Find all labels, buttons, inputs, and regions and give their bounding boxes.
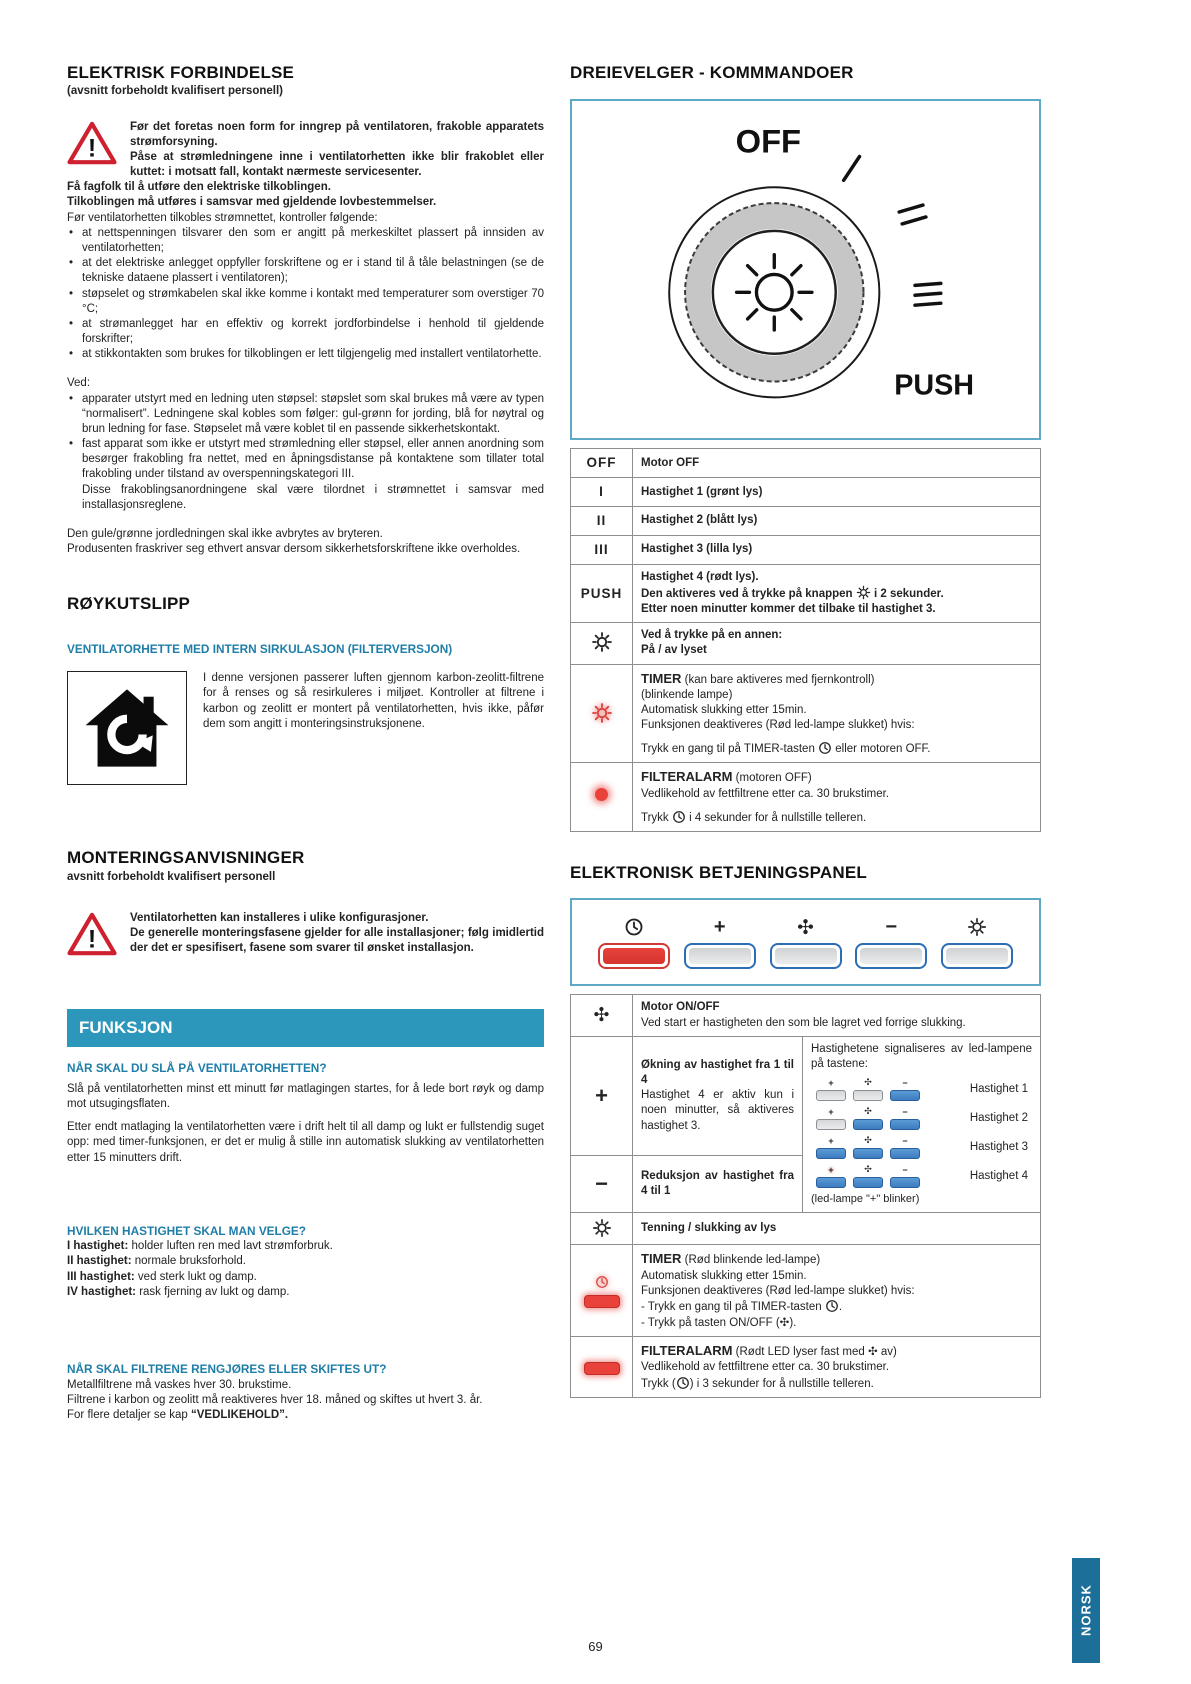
led-button [890, 1177, 920, 1188]
blinking-timer-icon [595, 1275, 609, 1289]
fan-icon: ✣ [864, 1078, 872, 1089]
minus-icon: − [595, 1171, 608, 1197]
electrical-intro: Før ventilatorhetten tilkobles strømnettet, kontroller følgende: [67, 211, 378, 224]
plus-icon: + [828, 1107, 834, 1118]
led-button [853, 1090, 883, 1101]
svg-text:!: ! [87, 925, 97, 954]
page-number: 69 [588, 1639, 603, 1654]
warning-paragraph: Før det foretas noen form for inngrep på ventilatoren, frakoble apparatets strømforsyning. [130, 120, 544, 148]
fan-icon: ✣ [864, 1107, 872, 1118]
knob-push-label: PUSH [894, 369, 975, 402]
table-row: ✣ Motor ON/OFF Ved start er hastigheten den som ble lagret ved forrige slukking. [571, 995, 1041, 1036]
electrical-title: ELEKTRISK FORBINDELSE [67, 63, 295, 82]
warning-paragraph: Påse at strømledningene inne i ventilatorhetten ikke blir frakoblet eller kuttet: i motsatt fall, kontakt nærmeste servicesenter. [130, 150, 544, 179]
speed-item: III hastighet: ved sterk lukt og damp. [67, 1270, 257, 1283]
mounting-title: MONTERINGSANVISNINGER [67, 848, 305, 868]
led-button [816, 1177, 846, 1188]
timer-icon [624, 916, 644, 938]
warning-triangle-icon [67, 120, 117, 166]
fan-icon: ✣ [797, 914, 814, 939]
fan-icon: ✣ [593, 1003, 610, 1026]
ved-list [67, 392, 544, 483]
led-button [890, 1090, 920, 1101]
rotary-table [570, 448, 1041, 831]
plus-icon: + [828, 1165, 834, 1176]
fan-icon: ✣ [864, 1136, 872, 1147]
rotary-knob-diagram [570, 99, 1041, 440]
electrical-outro: Produsenten fraskriver seg ethvert ansvar dersom sikkerhetsforskriftene ikke overholdes. [67, 543, 521, 556]
table-row: II Hastighet 2 (blått lys) [571, 507, 1041, 536]
timer-icon [825, 1299, 839, 1313]
list-item: • at nettspenningen tilsvarer den som er angitt på merkeskiltet plassert på innsiden av ventilatorhetten; [67, 226, 544, 256]
rotary-title: DREIEVELGER - KOMMMANDOER [570, 63, 854, 82]
when-clean-paragraph: Metallfiltrene må vaskes hver 30. brukstime. [67, 1378, 292, 1391]
right-column [570, 62, 1041, 1398]
led-button [853, 1148, 883, 1159]
panel-title: ELEKTRONISK BETJENINGSPANEL [570, 862, 867, 882]
when-clean-paragraph: Filtrene i karbon og zeolitt må reaktiveres hver 18. måned og skiftes ut hvert 3. år. [67, 1393, 483, 1406]
led-button [853, 1177, 883, 1188]
smoke-subtitle: VENTILATORHETTE MED INTERN SIRKULASJON (FILTERVERSJON) [67, 641, 453, 656]
minus-icon: − [902, 1165, 908, 1176]
recirculation-block [67, 671, 544, 785]
panel-key-fan [770, 916, 842, 969]
filter-alarm-led-icon [595, 788, 608, 801]
control-panel-diagram [570, 898, 1041, 986]
minus-icon: − [885, 915, 898, 938]
which-speed-title: HVILKEN HASTIGHET SKAL MAN VELGE? [67, 1223, 307, 1238]
speed-item: II hastighet: normale bruksforhold. [67, 1255, 246, 1268]
list-item: • at det elektriske anlegget oppfyller forskriftene og er i stand til å tåle belastningen (se de tekniske dataene plassert i ventilatoren); [67, 256, 544, 286]
led-button [816, 1090, 846, 1101]
when-on-paragraph: Etter endt matlaging la ventilatorhetten være i drift helt til all damp og lukt er fullstendig suget opp: med timer-funksjonen, er det er mulig å stille inn automatisk slukking av ventilatorhetten etter 15 minutters drift. [67, 1121, 544, 1164]
svg-text:!: ! [87, 133, 97, 162]
recirculation-icon [67, 671, 187, 785]
red-led-button-icon [584, 1362, 620, 1375]
warning-paragraph: Tilkoblingen må utføres i samsvar med gjeldende lovbestemmelser. [67, 196, 437, 209]
smoke-body: I denne versjonen passerer luften gjennom karbon-zeolitt-filtrene for å renses og så resirkuleres i miljøet. Kontroller at filtrene i karbon og zeolitt er montert på ventilatorhetten, hvis ikke, påfør dem som angitt i monteringsinstruksjonene. [203, 672, 544, 730]
language-tab: NORSK [1072, 1558, 1100, 1663]
led-button [890, 1119, 920, 1130]
plus-icon: + [828, 1136, 834, 1147]
function-banner: FUNKSJON [67, 1009, 544, 1047]
table-row: III Hastighet 3 (lilla lys) [571, 535, 1041, 564]
fan-icon: ✣ [864, 1165, 872, 1176]
smoke-title: RØYKUTSLIPP [67, 594, 191, 614]
fan-icon: ✣ [867, 1344, 878, 1359]
table-row: Tenning / slukking av lys [571, 1212, 1041, 1245]
panel-key-plus [684, 916, 756, 969]
blinking-lamp-icon [591, 702, 613, 724]
plus-icon: + [713, 915, 726, 938]
led-button [816, 1119, 846, 1130]
led-button [890, 1148, 920, 1159]
light-icon [856, 585, 871, 600]
electrical-warning-block [67, 120, 544, 181]
table-row: FILTERALARM (motoren OFF) Vedlikehold av fettfiltrene etter ca. 30 brukstimer. Trykk i 4 sekunder for å nullstille telleren. [571, 763, 1041, 832]
table-row: FILTERALARM (Rødt LED lyser fast med ✣ av) Vedlikehold av fettfiltrene etter ca. 30 brukstimer. Trykk ( ) i 3 sekunder for å nullstille telleren. [571, 1337, 1041, 1398]
list-item: • fast apparat som ikke er utstyrt med strømledning eller støpsel, eller annen anordning som besørger frakobling fra nettet, med en åpningsdistanse på kontaktene som tillater total frakobling under tilstand av overspenningskategori III. [67, 437, 544, 483]
red-led-button-icon [584, 1295, 620, 1308]
knob-off-label: OFF [735, 122, 802, 160]
light-icon [592, 1218, 612, 1238]
minus-button [855, 943, 927, 969]
table-row: TIMER (kan bare aktiveres med fjernkontroll) (blinkende lampe) Automatisk slukking etter 15min. Funksjonen deaktiveres (Rød led-lampe slukket) hvis: Trykk en gang til på TIMER-tasten eller motoren OFF. [571, 664, 1041, 763]
warning-paragraph: Ventilatorhetten kan installeres i ulike konfigurasjoner. [130, 911, 429, 924]
panel-key-timer [598, 916, 670, 969]
electrical-subtitle: (avsnitt forbeholdt kvalifisert personell) [67, 85, 283, 98]
speed-led-row: + ✣ − Hastighet 4 [811, 1166, 1032, 1188]
list-item: • at strømanlegget har en effektiv og korrekt jordforbindelse i henhold til gjeldende forskrifter; [67, 317, 544, 347]
plus-button [684, 943, 756, 969]
table-row: Ved å trykke på en annen: På / av lyset [571, 623, 1041, 664]
mounting-warning-block [67, 911, 544, 957]
electrical-checklist [67, 226, 544, 363]
led-button [853, 1119, 883, 1130]
led-button [816, 1148, 846, 1159]
when-clean-title: NÅR SKAL FILTRENE RENGJØRES ELLER SKIFTES UT? [67, 1361, 387, 1376]
speed-item: I hastighet: holder luften ren med lavt strømforbruk. [67, 1240, 333, 1253]
speed-led-row: + ✣ − Hastighet 2 [811, 1108, 1032, 1130]
timer-icon [676, 1376, 690, 1390]
table-row: I Hastighet 1 (grønt lys) [571, 478, 1041, 507]
speed-led-cell [803, 1036, 1041, 1212]
ved-label: Ved: [67, 377, 91, 390]
table-row: TIMER (Rød blinkende led-lampe) Automatisk slukking etter 15min. Funksjonen deaktiveres (Rød led-lampe slukket) hvis: - Trykk en gang til på TIMER-tasten . - Trykk på tasten ON/OFF (✣). [571, 1245, 1041, 1337]
table-row: + Økning av hastighet fra 1 til 4 Hastighet 4 er aktiv kun i noen minutter, så aktiveres hastighet 3. Hastighetene signaliseres av led-lampene på tastene: + ✣ − Hastighet 1 + ✣ − Hastighet 2 + ✣ − Hastighet 3 + ✣ − Hastighet 4 (led-lampe "+" blinker) [571, 1036, 1041, 1155]
minus-icon: − [902, 1136, 908, 1147]
knob-dial [669, 188, 879, 398]
list-item: • apparater utstyrt med en ledning uten støpsel: støpslet som skal brukes må være av typen “normalisert”. Ledningene skal kobles som følger: gul-grønn for jording, blå for nøytral og brun ledning for fase. Støpselet må være koblet til en passende sikkerhetskontakt. [67, 392, 544, 438]
plus-icon: + [595, 1083, 608, 1109]
when-clean-paragraph: For flere detaljer se kap “VEDLIKEHOLD”. [67, 1408, 289, 1421]
speed-led-row: + ✣ − Hastighet 1 [811, 1079, 1032, 1101]
ved-note: Disse frakoblingsanordningene skal være tilordnet i strømnettet i samsvar med installasjonsreglene. [82, 483, 544, 511]
light-icon [591, 631, 613, 653]
left-column [67, 62, 544, 1423]
led-intro: Hastighetene signaliseres av led-lampene på tastene: [811, 1042, 1032, 1070]
table-row: PUSH Hastighet 4 (rødt lys). Den aktiveres ved å trykke på knappen i 2 sekunder. Etter noen minutter kommer det tilbake til hastighet 3. [571, 564, 1041, 623]
timer-button [598, 943, 670, 969]
warning-paragraph: Få fagfolk til å utføre den elektriske tilkoblingen. [67, 181, 331, 194]
table-row: OFF Motor OFF [571, 449, 1041, 478]
list-item: • at stikkontakten som brukes for tilkoblingen er lett tilgjengelig med installert ventilatorhette. [67, 347, 544, 362]
when-on-title: NÅR SKAL DU SLÅ PÅ VENTILATORHETTEN? [67, 1061, 327, 1076]
plus-icon: + [828, 1078, 834, 1089]
minus-icon: − [902, 1078, 908, 1089]
speed-led-row: + ✣ − Hastighet 3 [811, 1137, 1032, 1159]
table-row: − Reduksjon av hastighet fra 4 til 1 [571, 1155, 1041, 1212]
fan-icon: ✣ [779, 1315, 790, 1330]
light-button [941, 943, 1013, 969]
speed-item: IV hastighet: rask fjerning av lukt og damp. [67, 1285, 290, 1298]
fan-button [770, 943, 842, 969]
warning-triangle-icon [67, 911, 117, 957]
minus-icon: − [902, 1107, 908, 1118]
when-on-paragraph: Slå på ventilatorhetten minst ett minutt før matlagingen startes, for å lede bort røyk og damp mot utsugingsflaten. [67, 1082, 544, 1111]
panel-table [570, 994, 1041, 1397]
list-item: • støpselet og strømkabelen skal ikke komme i kontakt med temperaturer som overstiger 70 °C; [67, 287, 544, 317]
panel-key-light [941, 916, 1013, 969]
electrical-outro: Den gule/grønne jordledningen skal ikke avbrytes av bryteren. [67, 527, 383, 540]
warning-paragraph: De generelle monteringsfasene gjelder for alle installasjoner; følg imidlertid der det er spesifisert, fasene som svarer til ønsket installasjon. [130, 927, 544, 955]
timer-icon [818, 741, 832, 755]
panel-key-minus [855, 916, 927, 969]
timer-icon [672, 810, 686, 824]
led-note: (led-lampe "+" blinker) [811, 1193, 920, 1206]
mounting-subtitle: avsnitt forbeholdt kvalifisert personell [67, 870, 276, 883]
light-icon [967, 916, 987, 938]
